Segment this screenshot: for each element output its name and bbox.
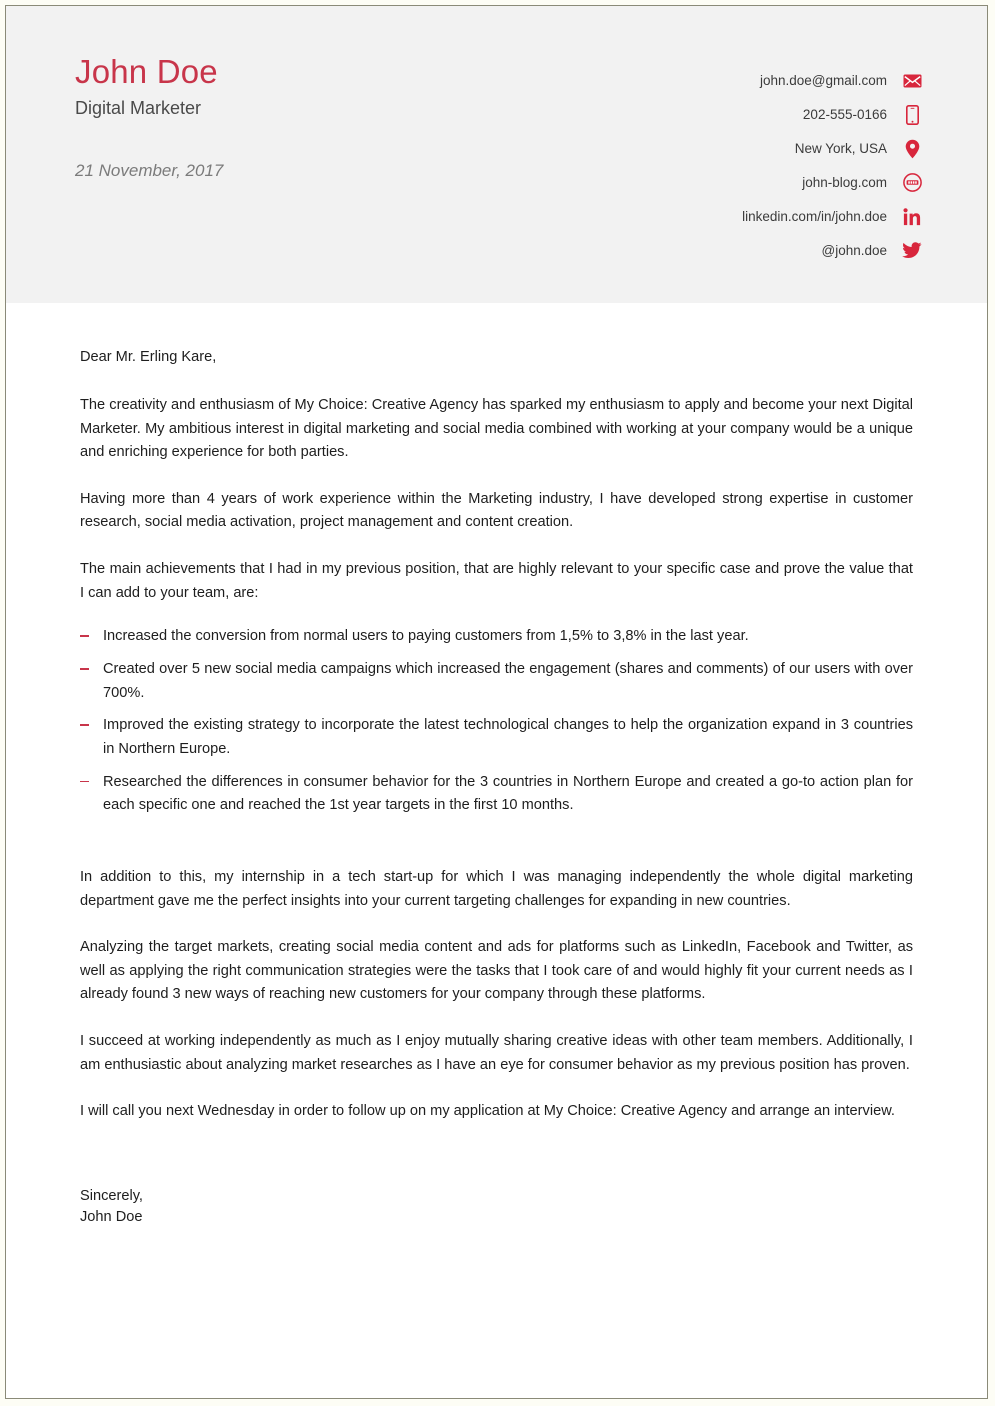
letter-body [6,303,987,1227]
dash-bullet-icon [80,781,89,783]
contact-linkedin-text: linkedin.com/in/john.doe [742,209,887,224]
contact-item-linkedin[interactable] [742,202,923,231]
dash-bullet-icon [80,635,89,637]
paragraph-followup: I will call you next Wednesday in order to follow up on my application at My Choice: Creative Agency and arrange an interview. [80,1103,895,1120]
contact-item-phone[interactable] [742,100,923,129]
list-item-text: Researched the differences in consumer behavior for the 3 countries in Northern Europe and created a go-to action plan for each specific one and reached the 1st year targets in the first 10 months. [103,773,913,814]
salutation: Dear Mr. Erling Kare, [80,349,217,365]
paragraph-skills: Analyzing the target markets, creating social media content and ads for platforms such as LinkedIn, Facebook and Twitter, as well as applying the right communication strategies were the tasks that I took care of and would highly fit your current needs as I already found 3 new ways of reaching new customers for your company through these platforms. [80,939,913,1003]
applicant-job-title: Digital Marketer [75,98,202,119]
contact-phone-text: 202-555-0166 [802,107,887,122]
signature-name: John Doe [80,1208,143,1225]
paragraph-achievements-lead: The main achievements that I had in my previous position, that are highly relevant to your specific case and prove the value that I can add to your team, are: [80,561,913,601]
contact-blog-text: john-blog.com [802,175,887,190]
location-pin-icon [901,138,923,160]
contact-item-email[interactable] [742,66,923,95]
cover-letter-page [5,5,988,1399]
contact-item-location[interactable] [742,134,923,163]
blog-badge-icon [901,172,923,194]
list-item-text: Increased the conversion from normal users to paying customers from 1,5% to 3,8% in the last year. [103,628,749,645]
contact-twitter-text: @john.doe [821,243,887,258]
achievements-list [80,625,913,817]
paragraph-workstyle: I succeed at working independently as much as I enjoy mutually sharing creative ideas with other team members. Additionally, I am enthusiastic about analyzing market researches as I have an eye for consumer behavior as my previous position has proven. [80,1033,913,1073]
contact-location-text: New York, USA [794,141,887,156]
letter-date: 21 November, 2017 [75,160,224,180]
contact-email-text: john.doe@gmail.com [759,73,887,88]
dash-bullet-icon [80,668,89,670]
list-item [80,658,913,705]
contact-item-twitter[interactable] [742,236,923,265]
header-identity-block [75,54,223,181]
list-item [80,714,913,761]
contact-item-blog[interactable] [742,168,923,197]
list-item [80,771,913,818]
signature-block [80,1186,913,1227]
spacer [80,844,913,866]
paragraph-internship: In addition to this, my internship in a tech start-up for which I was managing independently the whole digital marketing department gave me the perfect insights into your current targeting challenges for expanding in new countries. [80,868,913,909]
applicant-name: John Doe [75,53,218,90]
paragraph-experience: Having more than 4 years of work experience within the Marketing industry, I have developed strong expertise in customer research, social media activation, project management and content creation. [80,490,913,531]
list-item [80,625,913,649]
letter-header [6,6,987,303]
list-item-text: Improved the existing strategy to incorporate the latest technological changes to help the organization expand in 3 countries in Northern Europe. [103,717,913,757]
paragraph-intro: The creativity and enthusiasm of My Choice: Creative Agency has sparked my enthusiasm to apply and become your next Digital Marketer. My ambitious interest in digital marketing and social media combined with working at your company would be a unique and enriching experience for both parties. [80,396,913,461]
linkedin-icon [901,206,923,228]
twitter-icon [901,240,923,262]
contact-list [742,66,923,270]
closing-text: Sincerely, [80,1187,143,1204]
mobile-phone-icon [901,104,923,126]
dash-bullet-icon [80,724,89,726]
list-item-text: Created over 5 new social media campaigns which increased the engagement (shares and comments) of our users with over 700%. [103,661,913,701]
envelope-icon [901,70,923,92]
